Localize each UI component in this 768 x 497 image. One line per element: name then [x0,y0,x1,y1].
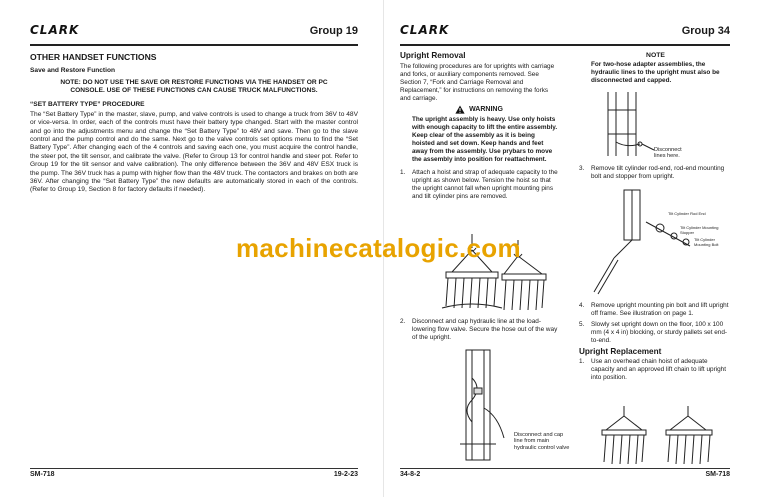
disconnect-lines-figure [602,90,662,158]
step-number: 1. [400,168,406,176]
step-number: 4. [579,302,585,309]
clark-logo: CLARK [30,23,80,37]
warning-title-row [400,105,558,114]
step-1 [400,169,558,201]
step-r1 [579,358,732,382]
callout-mounting-bolt: Tilt Cylinder Mounting Bolt [694,237,719,247]
watermark: machinecatalogic.com [236,233,521,263]
right-column-2 [579,52,732,89]
step-5 [579,321,732,345]
right-footer-right: SM-718 [705,471,730,478]
warning-title: WARNING [469,105,503,113]
warning-box [400,105,558,163]
step-3 [579,165,732,181]
callout-disconnect-lines: Disconnect lines here. [654,147,682,160]
procedure-body: The “Set Battery Type” in the master, slave, pump, and valve controls is used to change a truck from 36V to 48V or vice-versa. In order, each of the controls must have their battery type changed. Start with the master control and go into the adjustments menu and change the “Set Battery Type” to 48V and save. Then go to the slave control and the pump control and do the same. Next go to the valve controls set options menu to find the “Set Battery Type”. After changing each of the 4 controls and saving each one, you must acquire the control handle, the steer pot, the tilt sensor, and calibrate the valve. (Refer to Group 13 for control handle and steer pot. Refer to Group 19 for the tilt sensor and valve calibration). The only difference between the 36V and 48V ESX truck is the pump. The 36V truck has a pump with higher flow than the 48V truck. The contactors and brakes on both are 36V. After changing the “Set Battery Type” the new defaults are automatically stored in each of the controls. (Refer to Group 19, Section 8 for factory defaults if needed). [30,110,358,194]
left-group-label: Group 19 [309,25,358,37]
tilt-cylinder-figure [590,188,710,298]
note-text: For two-hose adapter assemblies, the hydraulic lines to the upright must also be disconnected and capped. [591,60,720,84]
right-group-label: Group 34 [681,25,730,37]
warning-triangle-icon [455,105,465,114]
removal-intro: The following procedures are for uprights with carriage and forks, or auxiliary components removed. See Section 7, “Fork and Carriage Removal and Replacement,” for instructions on removing the forks and carriage. [400,62,555,102]
sub-title: Save and Restore Function [30,67,116,74]
warning-text: The upright assembly is heavy. Use only hoists with enough capacity to lift the entire assembly. Keep clear of the assembly as it is being hoisted and set down. Keep hands and feet away from the assembly. Use prybars to move the assembly into position for reattachment. [412,116,558,163]
hydraulic-line-figure [452,348,512,464]
left-footer [30,468,358,482]
upright-replacement-title: Upright Replacement [579,346,662,356]
step-4 [579,302,732,318]
procedure-title: “SET BATTERY TYPE” PROCEDURE [30,100,145,108]
note-block: NOTE: DO NOT USE THE SAVE OR RESTORE FUNCTIONS VIA THE HANDSET OR PC CONSOLE. USE OF THESE FUNCTIONS CAN CAUSE TRUCK MALFUNCTIONS. [60,79,328,95]
left-footer-left: SM-718 [30,471,55,478]
right-column-1 [400,52,558,204]
step-r1-text: Use an overhead chain hoist of adequate capacity and an approved lift chain to lift upright into position. [591,358,726,382]
callout-rod-end: Tilt Cylinder Rod End [668,211,706,216]
section-title: OTHER HANDSET FUNCTIONS [30,52,157,62]
step-number: 2. [400,318,406,325]
left-header-rule [30,44,358,46]
right-header-rule [400,44,730,46]
steps-4-5-block [579,302,732,385]
step-2 [400,318,558,342]
right-footer-rule [400,468,730,469]
left-header [30,18,358,46]
right-footer [400,468,730,482]
note-title: NOTE [646,52,665,59]
step-4-text: Remove upright mounting pin bolt and lift upright off frame. See illustration on page 1. [591,302,729,317]
clark-logo: CLARK [400,23,450,37]
step-2-block [400,318,558,345]
left-footer-rule [30,468,358,469]
callout-cap-line: Disconnect and cap line from main hydraulic control valve [514,432,570,451]
callout-mounting-stopper: Tilt Cylinder Mounting Stopper [680,225,719,235]
replacement-hoist-figure [594,404,720,466]
step-2-text: Disconnect and cap hydraulic line at the load-lowering flow valve. Secure the hose out of the way of the upright. [412,318,558,341]
step-3-text: Remove tilt cylinder rod-end, rod-end mounting bolt and stopper from upright. [591,165,725,180]
step-number: 1. [579,358,585,366]
left-content [30,52,358,195]
step-5-text: Slowly set upright down on the floor, 100 x 100 mm (4 x 4 in) blocking, or sturdy pallets set end-to-end. [591,320,728,344]
step-3-block [579,165,732,184]
right-header [400,18,730,46]
left-footer-right: 19-2-23 [333,471,358,478]
step-number: 5. [579,320,585,328]
step-1-text: Attach a hoist and strap of adequate capacity to the upright as shown below. Tension the hoist so that the upright cannot fall when upright mounting pins and tilt cylinder pins are removed. [412,168,558,200]
upright-removal-title: Upright Removal [400,51,466,60]
step-number: 3. [579,165,585,172]
right-footer-left: 34-8-2 [400,471,421,478]
